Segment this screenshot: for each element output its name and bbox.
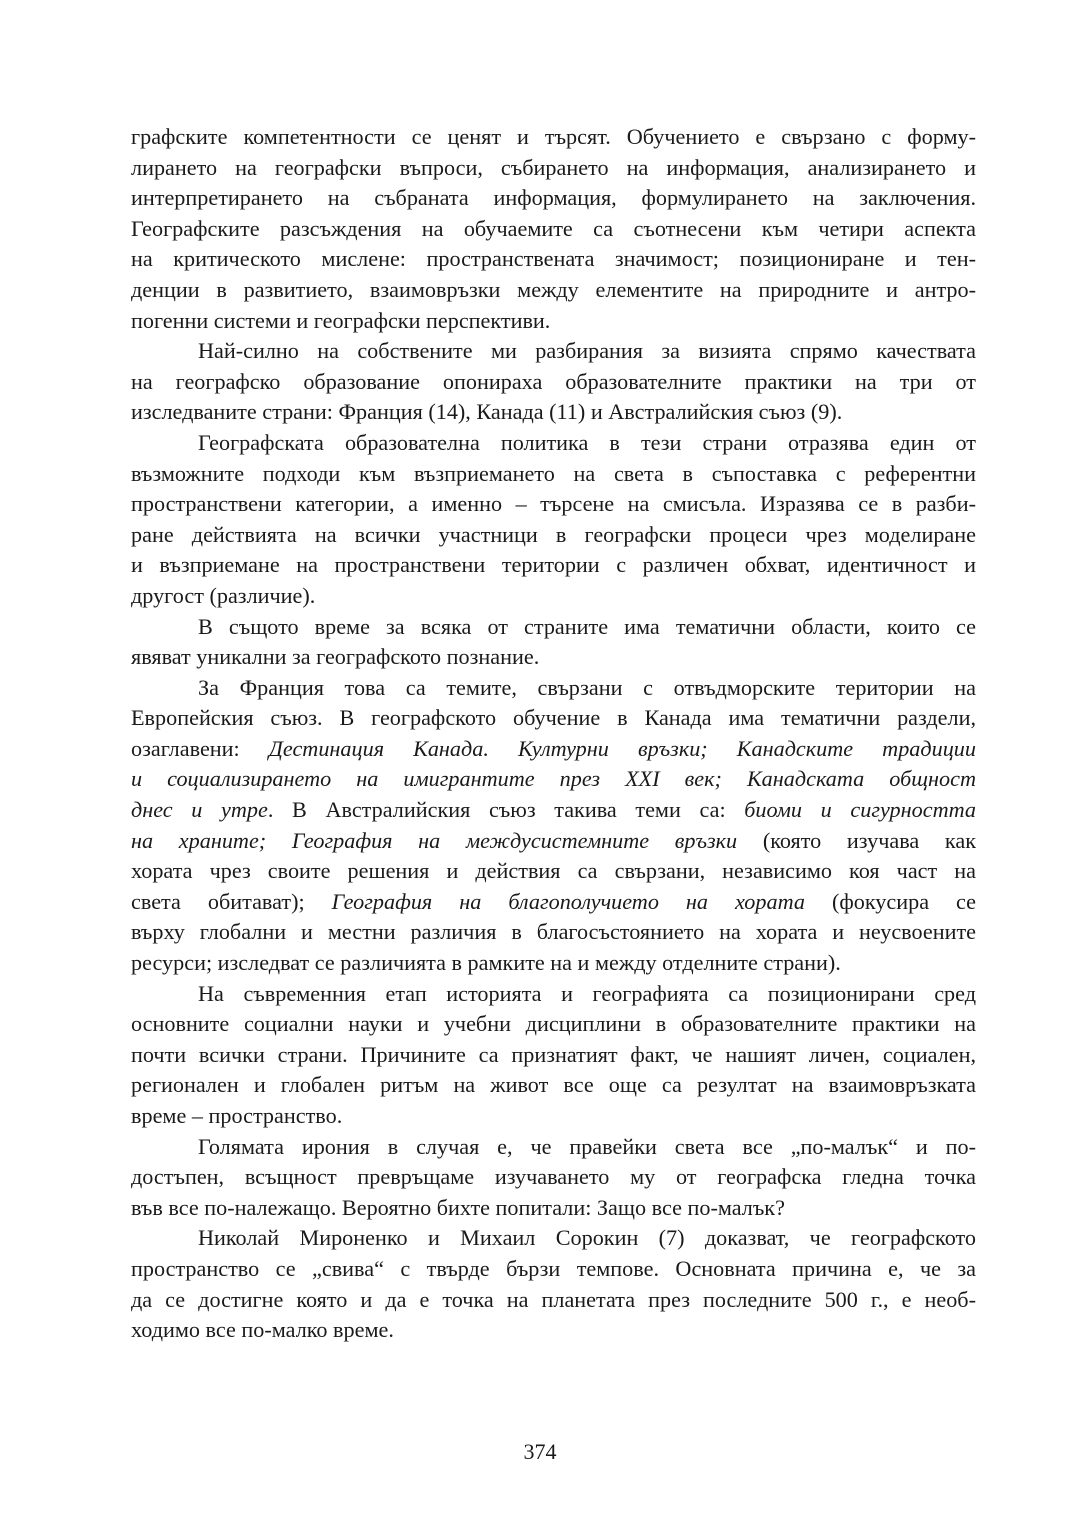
text-segment: В същото време за всяка от страните има тематични области, които се	[198, 613, 976, 639]
text-line	[131, 397, 976, 428]
text-line	[131, 734, 976, 765]
text-segment: на географско образование опонираха образователните практики на три от	[131, 368, 976, 394]
text-line	[131, 550, 976, 581]
text-line	[131, 1132, 976, 1163]
paragraph	[131, 673, 976, 979]
text-line	[131, 979, 976, 1010]
text-line	[131, 1223, 976, 1254]
text-line	[131, 1254, 976, 1285]
text-segment: хората чрез своите решения и действия са свързани, независимо коя част на	[131, 858, 976, 884]
text-segment: време – пространство.	[131, 1103, 343, 1128]
text-line	[131, 1101, 976, 1132]
text-line	[131, 214, 976, 245]
text-segment: света обитават);	[131, 888, 332, 914]
italic-text: и социализирането на имигрантите през XXI век; Канадската общност	[131, 766, 976, 792]
paragraph	[131, 428, 976, 612]
text-line	[131, 826, 976, 857]
text-segment: възможните подходи към възприемането на света в съпоставка с референтни	[131, 460, 976, 486]
text-line	[131, 153, 976, 184]
text-segment: графските компетентности се ценят и търсят. Обучението е свързано с форму-	[131, 124, 976, 149]
text-segment: върху глобални и местни различия в благосъстоянието на хората и неусвоените	[131, 919, 976, 945]
text-line	[131, 367, 976, 398]
text-line	[131, 673, 976, 704]
text-segment: на критическото мислене: пространствената значимост; позициониране и тен-	[131, 246, 976, 272]
italic-text: на храните; География на междусистемните връзки	[131, 827, 738, 853]
text-line	[131, 1040, 976, 1071]
italic-text: днес и утре	[131, 797, 268, 823]
text-segment: Най-силно на собствените ми разбирания за визията спрямо качествата	[198, 338, 976, 364]
text-line	[131, 1285, 976, 1316]
text-segment: пространствени категории, а именно – търсене на смисъла. Изразява се в разби-	[131, 491, 976, 517]
text-segment: Европейския съюз. В географското обучение в Канада има тематични раздели,	[131, 705, 976, 731]
text-segment: изследваните страни: Франция (14), Канада (11) и Австралийския съюз (9).	[131, 399, 843, 425]
text-segment: Голямата ирония в случая е, че правейки света все „по-малък“ и по-	[198, 1133, 976, 1159]
text-segment: За Франция това са темите, свързани с отвъдморските територии на	[198, 674, 976, 700]
paragraph	[131, 1132, 976, 1224]
text-line	[131, 764, 976, 795]
text-segment: ходимо все по-малко време.	[131, 1317, 394, 1343]
text-segment: Николай Мироненко и Михаил Сорокин (7) доказват, че географското	[198, 1225, 976, 1251]
text-line	[131, 1009, 976, 1040]
body-text	[131, 122, 976, 1346]
text-line	[131, 306, 976, 337]
text-segment: лирането на географски въпроси, събирането на информация, анализирането и	[131, 154, 976, 180]
text-segment: озаглавени:	[131, 735, 269, 761]
paragraph	[131, 122, 976, 336]
text-segment: регионален и глобален ритъм на живот все още са резултат на взаимовръзката	[131, 1072, 976, 1098]
text-line	[131, 856, 976, 887]
text-line	[131, 948, 976, 979]
text-line	[131, 275, 976, 306]
text-segment: достъпен, всъщност превръщаме изучаването му от географска гледна точка	[131, 1164, 976, 1190]
text-line	[131, 1193, 976, 1224]
text-line	[131, 489, 976, 520]
text-segment: почти всички страни. Причините са признатият факт, че нашият личен, социален,	[131, 1041, 976, 1067]
text-segment: денции в развитието, взаимовръзки между елементите на природните и антро-	[131, 276, 976, 302]
paragraph	[131, 1223, 976, 1345]
text-segment: (която изучава как	[737, 827, 976, 853]
text-line	[131, 459, 976, 490]
text-line	[131, 183, 976, 214]
text-line	[131, 1070, 976, 1101]
text-segment: и възприемане на пространствени територии с различен обхват, идентичност и	[131, 552, 976, 578]
paragraph	[131, 979, 976, 1132]
text-line	[131, 244, 976, 275]
text-line	[131, 1162, 976, 1193]
text-segment: интерпретирането на събраната информация, формулирането на заключения.	[131, 185, 976, 211]
text-segment: Географските разсъждения на обучаемите са съотнесени към четири аспекта	[131, 215, 976, 241]
italic-text: Дестинация Канада. Културни връзки; Канадските традиции	[268, 735, 976, 761]
text-segment: На съвременния етап историята и географията са позиционирани сред	[198, 980, 976, 1006]
page-number: 374	[523, 1439, 557, 1464]
text-segment: ресурси; изследват се различията в рамките на и между отделните страни).	[131, 950, 841, 976]
text-segment: (фокусира се	[804, 888, 976, 914]
text-line	[131, 520, 976, 551]
text-segment: основните социални науки и учебни дисциплини в образователните практики на	[131, 1011, 976, 1037]
italic-text: биоми и сигурността	[744, 797, 976, 823]
text-segment: Географската образователна политика в тези страни отразява един от	[198, 429, 976, 455]
text-line	[131, 795, 976, 826]
text-segment: погенни системи и географски перспективи.	[131, 307, 551, 333]
text-line	[131, 336, 976, 367]
text-segment: другост (различие).	[131, 582, 316, 608]
text-segment: пространство се „свива“ с твърде бързи темпове. Основната причина е, че за	[131, 1255, 976, 1281]
text-segment: явяват уникални за географското познание.	[131, 644, 540, 670]
text-line	[131, 581, 976, 612]
text-segment: във все по-належащо. Вероятно бихте попитали: Защо все по-малък?	[131, 1194, 785, 1220]
text-line	[131, 642, 976, 673]
text-segment: . В Австралийския съюз такива теми са:	[267, 797, 745, 823]
paragraph	[131, 612, 976, 673]
text-segment: да се достигне която и да е точка на планетата през последните 500 г., е необ-	[131, 1286, 976, 1312]
text-line	[131, 887, 976, 918]
paragraph	[131, 336, 976, 428]
text-line	[131, 612, 976, 643]
text-line	[131, 1315, 976, 1346]
text-line	[131, 703, 976, 734]
text-segment: ране действията на всички участници в географски процеси чрез моделиране	[131, 521, 976, 547]
italic-text: География на благополучието на хората	[331, 888, 805, 914]
text-line	[131, 428, 976, 459]
text-line	[131, 917, 976, 948]
text-line	[131, 122, 976, 153]
